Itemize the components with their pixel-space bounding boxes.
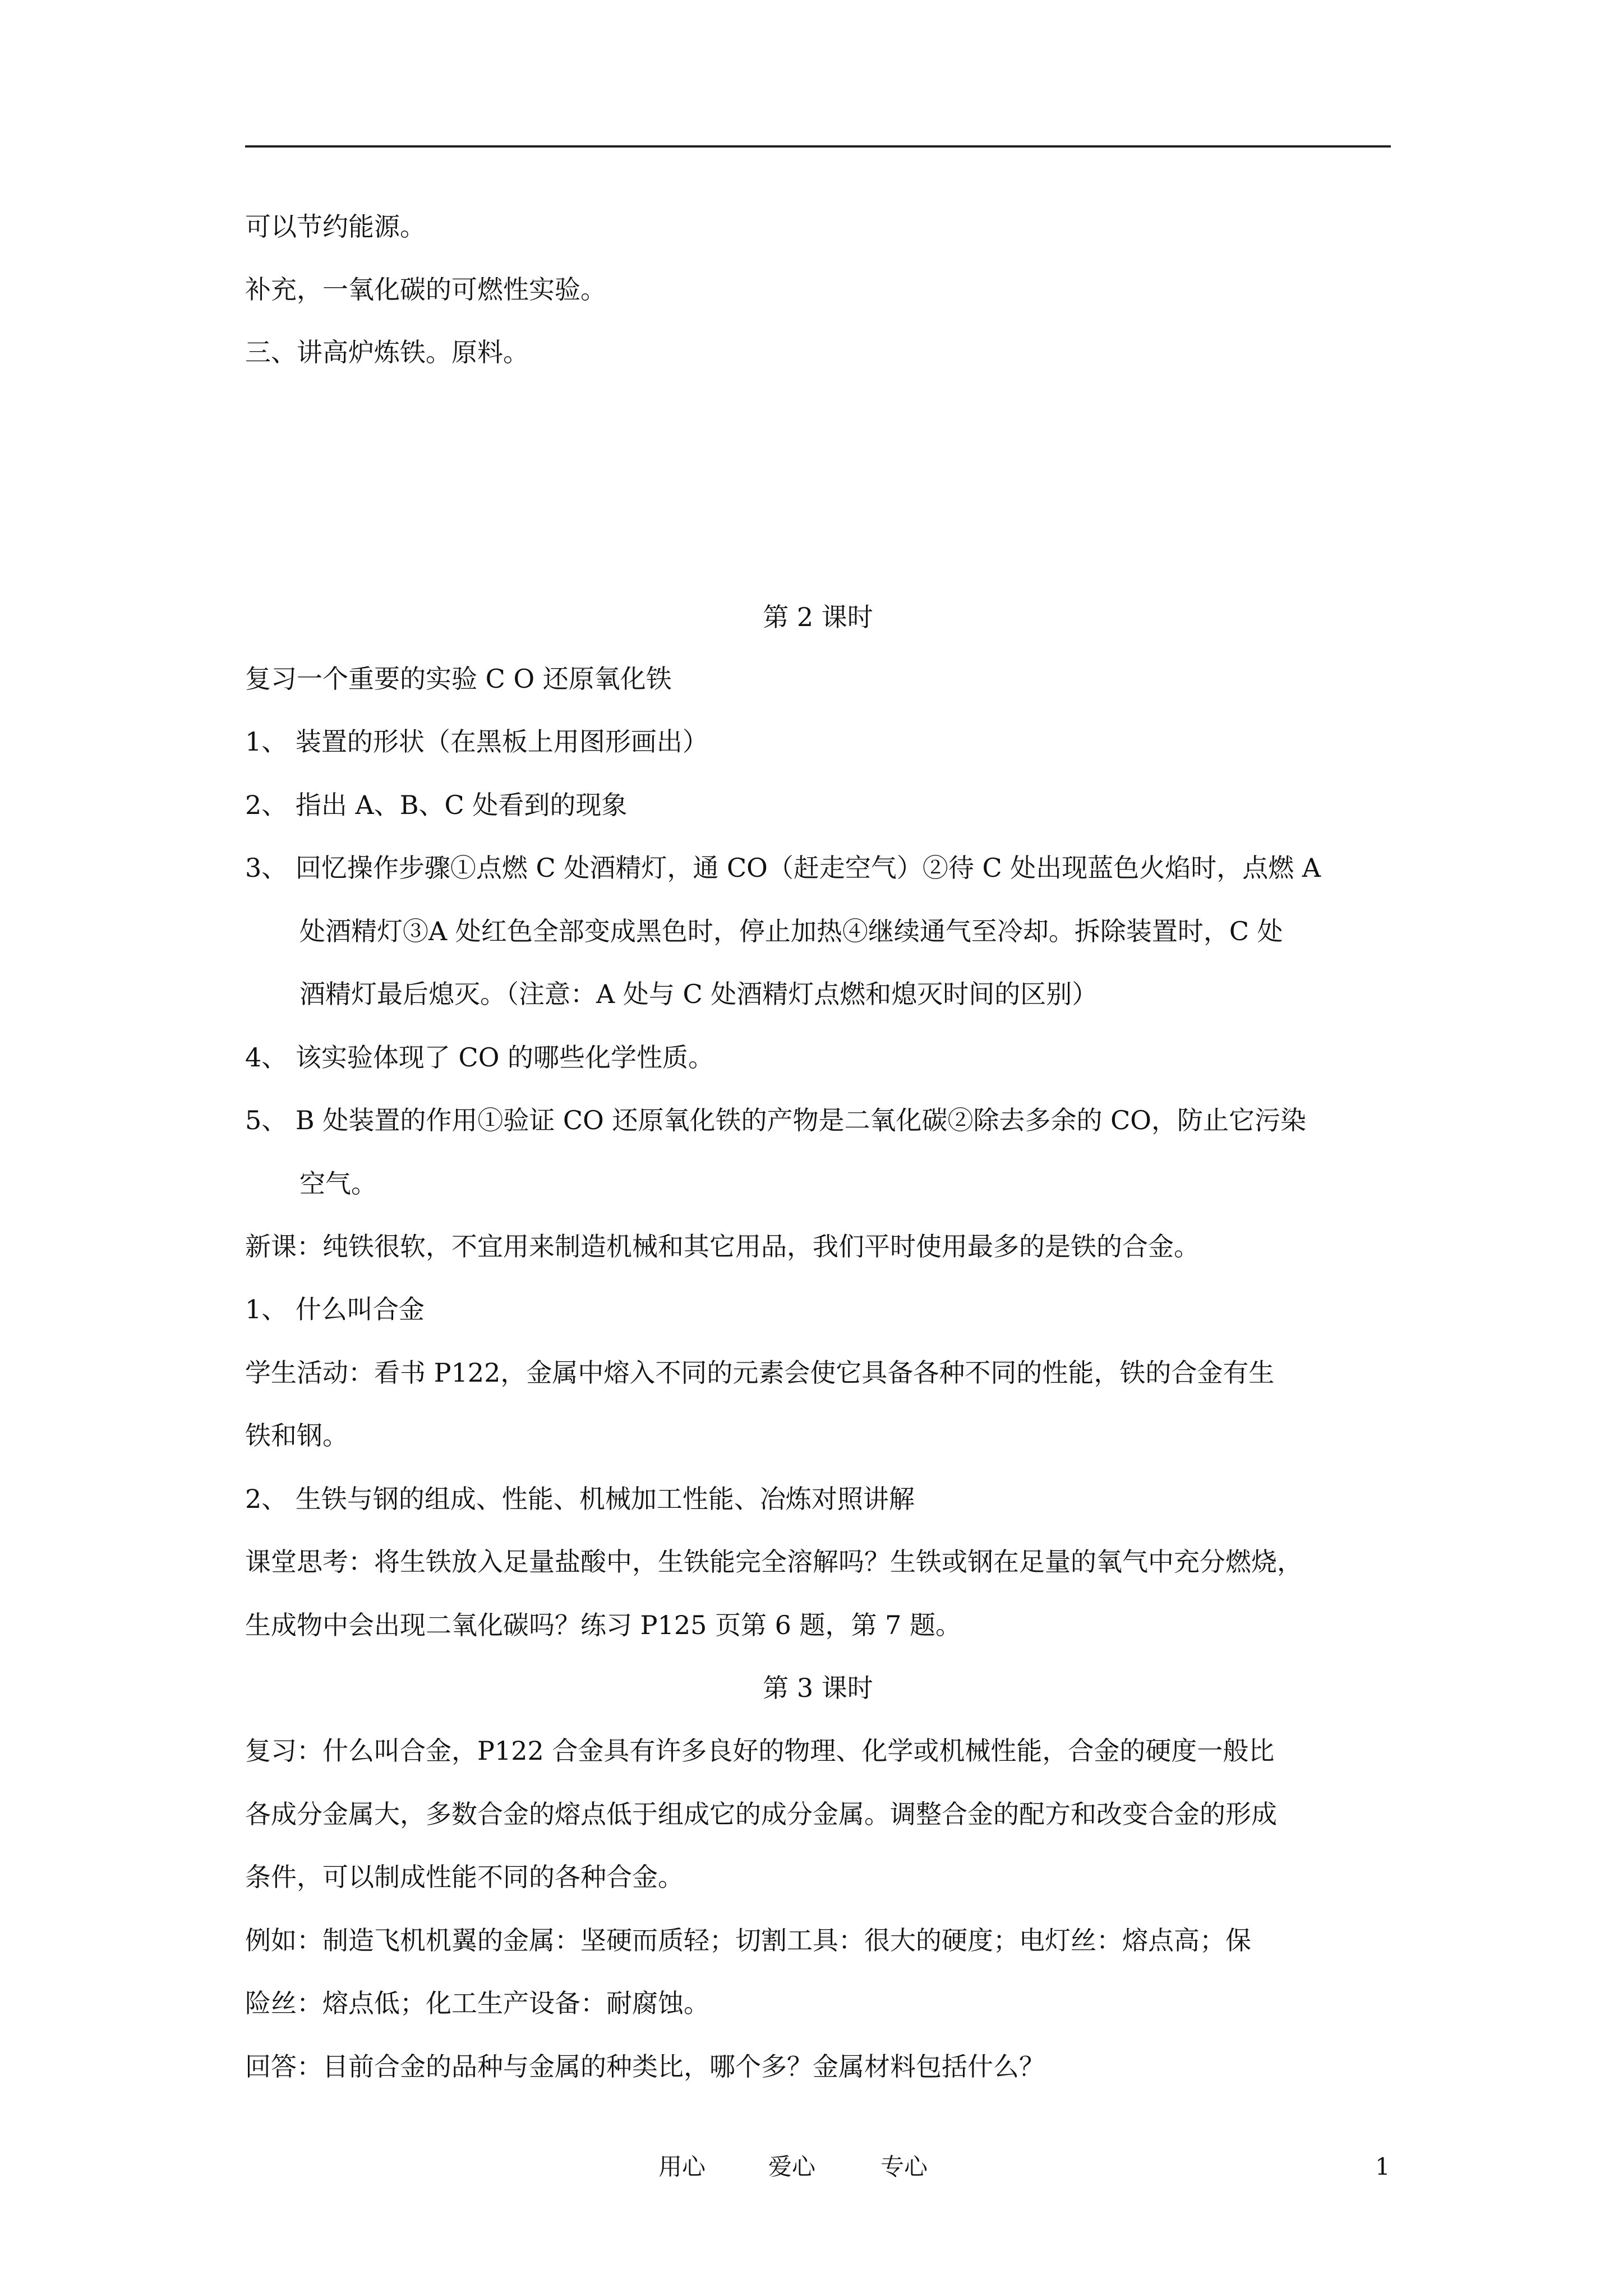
new-lesson-paragraph: 新课：纯铁很软，不宜用来制造机械和其它用品，我们平时使用最多的是铁的合金。 <box>245 1231 1200 1262</box>
text-line: 补充，一氧化碳的可燃性实验。 <box>245 274 606 305</box>
answer-line: 回答：目前合金的品种与金属的种类比，哪个多？金属材料包括什么？ <box>245 2051 1045 2082</box>
text-line: 三、讲高炉炼铁。原料。 <box>245 337 529 367</box>
list-item: 2、 指出 A、B、C 处看到的现象 <box>245 790 628 820</box>
examples-line: 例如：制造飞机机翼的金属：坚硬而质轻；切割工具：很大的硬度；电灯丝：熔点高；保 <box>245 1925 1251 1955</box>
list-item: 4、 该实验体现了 CO 的哪些化学性质。 <box>245 1042 714 1073</box>
lesson-2-heading: 第 2 课时 <box>763 602 873 632</box>
header-rule <box>245 145 1391 148</box>
list-item-continued: 酒精灯最后熄灭。（注意：A 处与 C 处酒精灯点燃和熄灭时间的区别） <box>299 979 1098 1009</box>
footer-motto-3: 专心 <box>880 2153 928 2180</box>
classroom-thinking-line: 课堂思考：将生铁放入足量盐酸中，生铁能完全溶解吗？生铁或钢在足量的氧气中充分燃烧， <box>245 1547 1303 1577</box>
footer-motto-2: 爱心 <box>768 2153 816 2180</box>
review-line: 条件，可以制成性能不同的各种合金。 <box>245 1862 684 1892</box>
lesson-2-intro: 复习一个重要的实验 C O 还原氧化铁 <box>245 664 672 694</box>
examples-line: 险丝：熔点低；化工生产设备：耐腐蚀。 <box>245 1988 709 2018</box>
list-item: 5、 B 处装置的作用①验证 CO 还原氧化铁的产物是二氧化碳②除去多余的 CO，防止它污染 <box>245 1105 1306 1135</box>
question-heading: 2、 生铁与钢的组成、性能、机械加工性能、冶炼对照讲解 <box>245 1484 915 1514</box>
list-item: 3、 回忆操作步骤①点燃 C 处酒精灯，通 CO（赶走空气）②待 C 处出现蓝色火焰时，点燃 A <box>245 853 1321 883</box>
text-line: 可以节约能源。 <box>245 211 426 242</box>
question-heading: 1、 什么叫合金 <box>245 1294 425 1324</box>
list-item-continued: 处酒精灯③A 处红色全部变成黑色时，停止加热④继续通气至冷却。拆除装置时，C 处 <box>299 916 1283 946</box>
lesson-3-heading: 第 3 课时 <box>763 1673 873 1703</box>
classroom-thinking-line: 生成物中会出现二氧化碳吗？练习 P125 页第 6 题，第 7 题。 <box>245 1610 962 1640</box>
student-activity-line: 铁和钢。 <box>245 1420 348 1451</box>
page-number: 1 <box>1375 2153 1390 2180</box>
list-item-continued: 空气。 <box>299 1168 377 1199</box>
review-line: 复习：什么叫合金，P122 合金具有许多良好的物理、化学或机械性能，合金的硬度一般比 <box>245 1736 1275 1766</box>
student-activity-line: 学生活动：看书 P122，金属中熔入不同的元素会使它具备各种不同的性能，铁的合金有生 <box>245 1358 1275 1388</box>
list-item: 1、 装置的形状（在黑板上用图形画出） <box>245 726 708 757</box>
review-line: 各成分金属大，多数合金的熔点低于组成它的成分金属。调整合金的配方和改变合金的形成 <box>245 1799 1277 1829</box>
footer-motto-1: 用心 <box>658 2153 706 2180</box>
